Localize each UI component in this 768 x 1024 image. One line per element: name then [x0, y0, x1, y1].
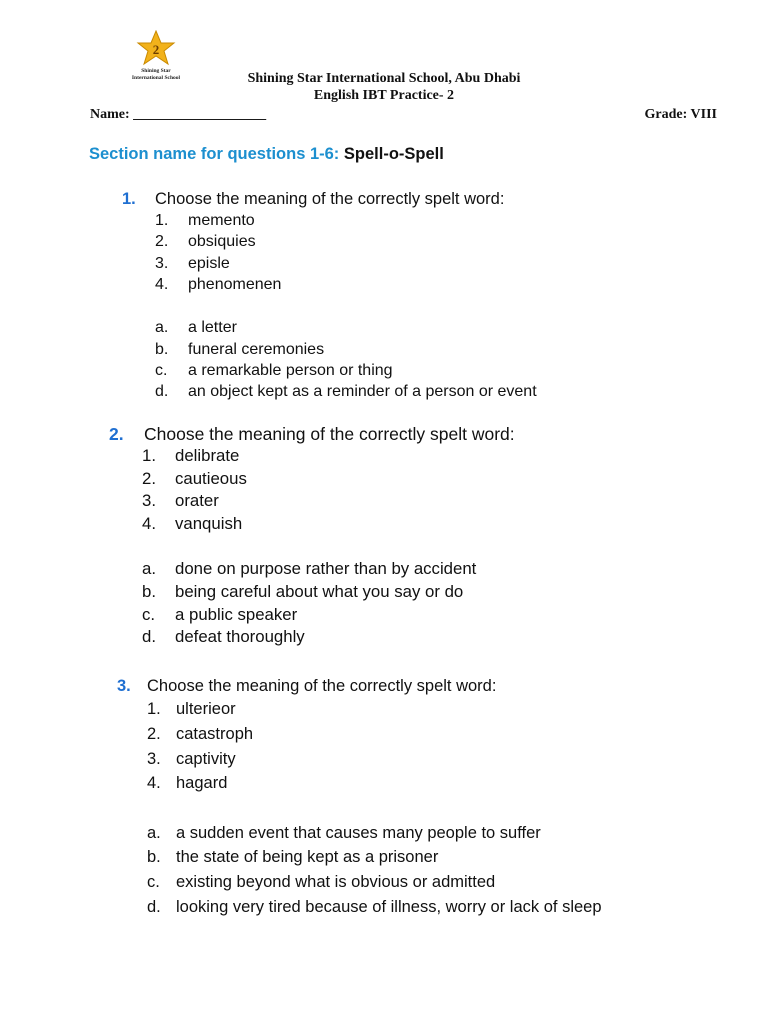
- star-icon: [134, 30, 178, 66]
- word-option: [142, 513, 515, 536]
- word-option: [155, 253, 537, 274]
- option-text: orater: [175, 491, 219, 511]
- grade-label: Grade: VIII: [644, 107, 717, 122]
- option-text: an object kept as a reminder of a person or event: [188, 383, 537, 401]
- meaning-option: [155, 381, 537, 402]
- logo-text-line2: International School: [131, 75, 181, 81]
- option-text: hagard: [176, 774, 228, 793]
- option-text: captivity: [176, 749, 236, 768]
- question-text: Choose the meaning of the correctly spelt word:: [144, 424, 515, 444]
- option-key: 2.: [142, 468, 156, 488]
- option-key: 2.: [155, 233, 169, 251]
- option-key: c.: [142, 604, 156, 624]
- option-text: memento: [188, 212, 255, 229]
- option-key: a.: [142, 559, 156, 579]
- question-text: Choose the meaning of the correctly spelt word:: [155, 190, 505, 208]
- word-option: [147, 747, 602, 772]
- word-option: [147, 697, 602, 722]
- word-option: [142, 468, 515, 491]
- meaning-option: [155, 360, 537, 381]
- meaning-option: [147, 845, 602, 870]
- section-heading: [89, 145, 444, 164]
- option-text: defeat thoroughly: [175, 627, 305, 647]
- option-key: a.: [155, 319, 169, 337]
- option-text: ulterieor: [176, 700, 236, 718]
- question-stem: [122, 189, 537, 210]
- option-text: a letter: [188, 319, 237, 337]
- meaning-option: [142, 626, 515, 649]
- option-key: 2.: [147, 724, 161, 743]
- option-key: 4.: [147, 774, 161, 793]
- option-text: existing beyond what is obvious or admitted: [176, 873, 496, 892]
- option-text: phenomenen: [188, 276, 282, 294]
- word-option: [147, 722, 602, 747]
- word-option: [155, 210, 537, 231]
- option-key: c.: [155, 361, 168, 379]
- option-key: 4.: [155, 276, 169, 294]
- word-option: [155, 231, 537, 252]
- question-number: 3.: [117, 677, 131, 695]
- question-1: [122, 189, 537, 403]
- option-key: d.: [155, 383, 169, 401]
- option-text: being careful about what you say or do: [175, 582, 464, 602]
- option-text: funeral ceremonies: [188, 340, 325, 358]
- option-key: b.: [147, 848, 161, 867]
- option-key: d.: [142, 627, 156, 647]
- section-name: Spell-o-Spell: [343, 145, 444, 163]
- option-text: a public speaker: [175, 604, 298, 624]
- question-number: 1.: [122, 190, 136, 208]
- option-text: delibrate: [175, 446, 240, 465]
- option-key: 1.: [147, 700, 161, 718]
- meaning-option: [147, 870, 602, 895]
- section-prefix: Section name for questions 1-6:: [89, 145, 344, 163]
- logo-text-line1: Shining Star: [141, 68, 171, 74]
- option-key: a.: [147, 823, 161, 842]
- word-option: [142, 445, 515, 468]
- school-name: Shining Star International School, Abu Dhabi: [247, 71, 521, 86]
- question-3: [117, 675, 602, 920]
- option-text: a remarkable person or thing: [188, 361, 393, 379]
- practice-title: English IBT Practice- 2: [313, 88, 455, 103]
- option-key: 4.: [142, 514, 156, 534]
- option-key: b.: [142, 582, 156, 602]
- option-key: 1.: [142, 446, 156, 465]
- option-key: d.: [147, 898, 161, 917]
- option-text: looking very tired because of illness, worry or lack of sleep: [176, 898, 602, 917]
- option-key: 3.: [147, 749, 161, 768]
- question-stem: [117, 675, 602, 697]
- option-text: episle: [188, 254, 230, 272]
- question-text: Choose the meaning of the correctly spelt word:: [147, 677, 497, 695]
- meaning-option: [142, 581, 515, 604]
- meaning-option: [142, 558, 515, 581]
- name-field-label: Name: ___________________: [90, 107, 267, 122]
- question-2: [109, 423, 515, 649]
- option-text: done on purpose rather than by accident: [175, 559, 477, 579]
- option-text: obsiquies: [188, 233, 256, 251]
- option-text: a sudden event that causes many people to suffer: [176, 823, 541, 842]
- option-key: c.: [147, 873, 160, 892]
- question-number: 2.: [109, 424, 124, 444]
- meaning-option: [155, 317, 537, 338]
- option-text: vanquish: [175, 514, 243, 534]
- option-key: 3.: [142, 491, 156, 511]
- svg-text:2: 2: [152, 42, 160, 57]
- meaning-option: [147, 821, 602, 846]
- word-option: [155, 274, 537, 295]
- question-stem: [109, 423, 515, 445]
- meaning-option: [155, 339, 537, 360]
- option-key: 1.: [155, 212, 169, 229]
- option-text: catastroph: [176, 724, 254, 743]
- meaning-option: [147, 895, 602, 920]
- word-option: [142, 490, 515, 513]
- option-text: cautieous: [175, 468, 247, 488]
- meaning-option: [142, 604, 515, 627]
- option-text: the state of being kept as a prisoner: [176, 848, 439, 867]
- option-key: b.: [155, 340, 169, 358]
- option-key: 3.: [155, 254, 169, 272]
- word-option: [147, 771, 602, 796]
